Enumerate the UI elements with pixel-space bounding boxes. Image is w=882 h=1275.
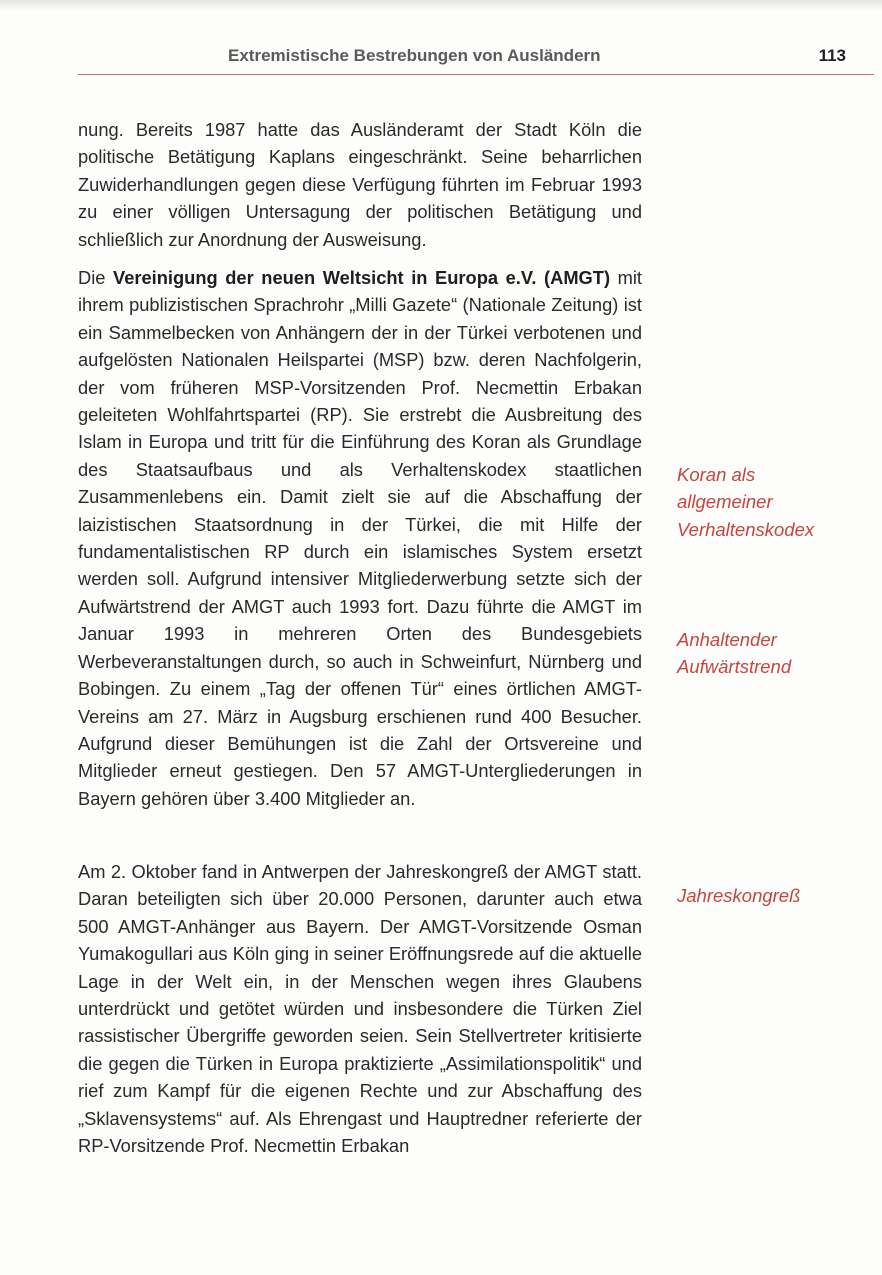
page-number: 113: [818, 46, 846, 65]
paragraph-body: mit ihrem publizistischen Sprachrohr „Milli Gazete“ (Nationale Zeitung) ist ein Sammelbecken von Anhängern der in der Türkei verbotenen und aufgelösten Nationalen Heilspartei (MSP) bzw. deren Nachfolgerin, der vom früheren MSP-Vorsitzenden Prof. Necmettin Erbakan geleiteten Wohlfahrtspartei (RP). Sie erstrebt die Ausbreitung des Islam in Europa und tritt für die Einführung des Koran als Grundlage des Staatsaufbaus und als Verhaltenskodex staatlichen Zusammenlebens ein. Damit zielt sie auf die Abschaffung der laizistischen Staatsordnung in der Türkei, die mit Hilfe der fundamentalistischen RP durch ein islamisches System ersetzt werden soll. Aufgrund intensiver Mitgliederwerbung setzte sich der Aufwärtstrend der AMGT auch 1993 fort. Dazu führte die AMGT im Januar 1993 in mehreren Orten des Bundesgebiets Werbeveranstaltungen durch, so auch in Schweinfurt, Nürnberg und Bobingen. Zu einem „Tag der offenen Tür“ eines örtlichen AMGT-Vereins am 27. März in Augsburg erschienen rund 400 Besucher. Aufgrund dieser Bemühungen ist die Zahl der Ortsvereine und Mitglieder erneut gestiegen. Den 57 AMGT-Untergliederungen in Bayern gehören über 3.400 Mitglieder an.: [78, 267, 643, 809]
running-header: [78, 44, 872, 74]
organization-name: Vereinigung der neuen Weltsicht in Europa e.V. (AMGT): [113, 267, 611, 288]
paragraph-continuation: [78, 116, 642, 253]
page-top-shadow: [0, 0, 882, 10]
margin-note-line: Aufwärtstrend: [677, 656, 792, 678]
paragraph-amgt: [78, 264, 642, 812]
paragraph-text: Am 2. Oktober fand in Antwerpen der Jahreskongreß der AMGT statt. Daran beteiligten sich über 20.000 Personen, darunter auch etwa 500 AMGT-Anhänger aus Bayern. Der AMGT-Vorsitzende Osman Yumakogullari aus Köln ging in seiner Eröffnungsrede auf die aktuelle Lage in der Welt ein, in der Menschen wegen ihres Glaubens unterdrückt und getötet würden und insbesondere die Türken Ziel rassistischer Übergriffe geworden seien. Sein Stellvertreter kritisierte die gegen die Türken in Europa praktizierte „Assimilationspolitik“ und rief zum Kampf für die eigenen Rechte und zur Abschaffung des „Sklavensystems“ auf. Als Ehrengast und Hauptredner referierte der RP-Vorsitzende Prof. Necmettin Erbakan: [78, 861, 642, 1157]
header-rule: [78, 74, 874, 75]
margin-note-jahreskongress: [677, 882, 877, 909]
header-title: Extremistische Bestrebungen von Ausländern: [228, 46, 601, 65]
margin-note-line: Anhaltender: [677, 629, 777, 650]
paragraph-text: [78, 264, 642, 812]
margin-note-koran: [677, 461, 877, 543]
paragraph-intro: Die: [78, 267, 114, 288]
margin-note-line: Jahreskongreß: [677, 885, 801, 906]
margin-note-line: Koran als: [677, 464, 756, 485]
margin-note-line: Verhaltenskodex: [677, 518, 815, 540]
paragraph-jahreskongress: [78, 858, 642, 1159]
margin-note-aufwaertstrend: [677, 626, 877, 681]
margin-note-line: allgemeiner: [677, 491, 773, 513]
paragraph-text: nung. Bereits 1987 hatte das Ausländeramt der Stadt Köln die politische Betätigung Kaplans eingeschränkt. Seine beharrlichen Zuwiderhandlungen gegen diese Verfügung führten im Februar 1993 zu einer völligen Untersagung der politischen Betätigung und schließlich zur Anordnung der Ausweisung.: [78, 119, 642, 250]
